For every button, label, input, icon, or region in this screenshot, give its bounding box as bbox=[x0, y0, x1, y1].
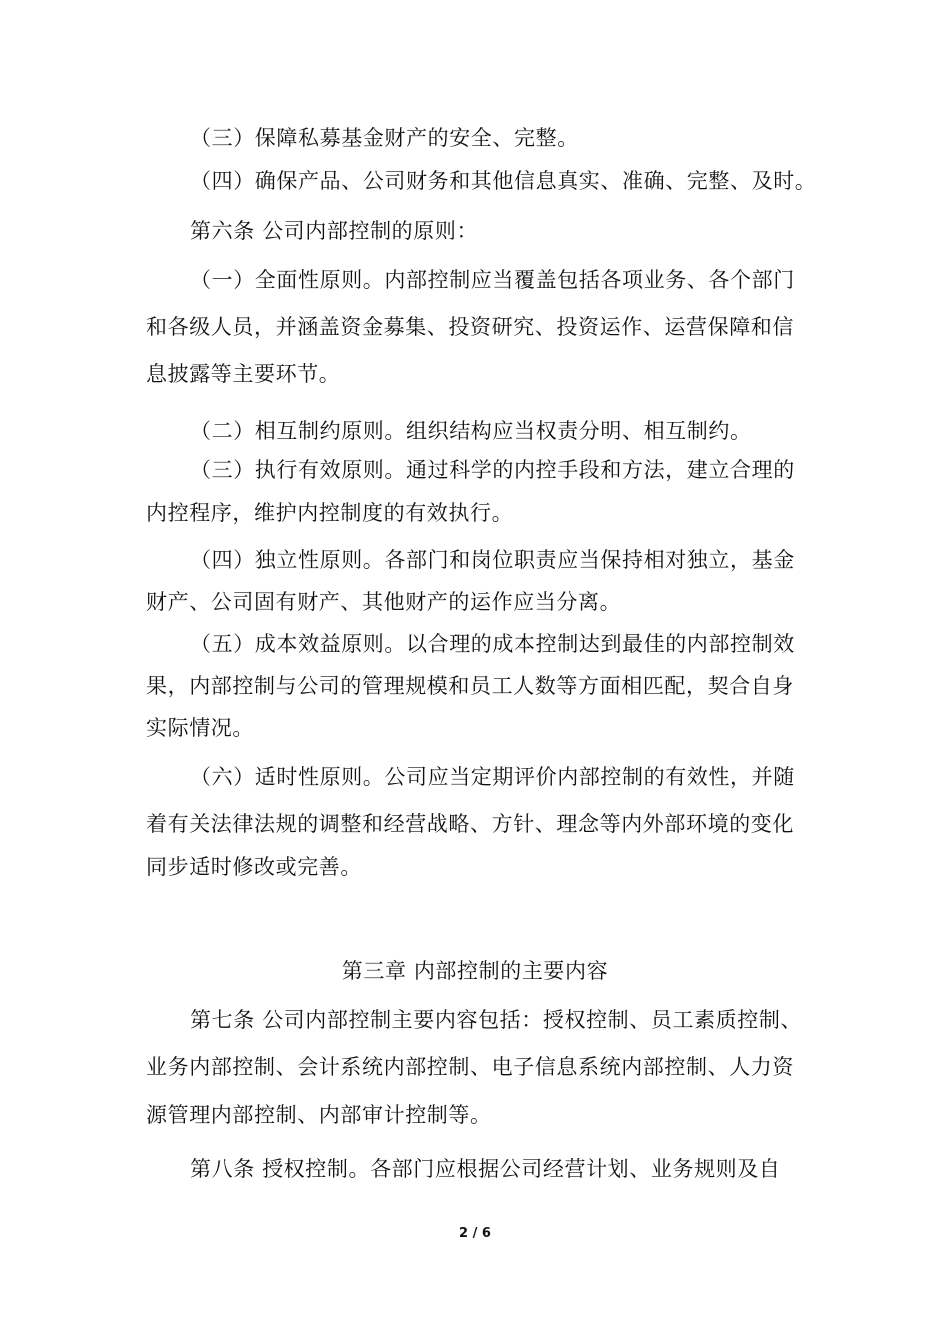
paragraph-line: 和各级人员，并涵盖资金募集、投资研究、投资运作、运营保障和信 bbox=[146, 315, 794, 339]
page-number: 2 / 6 bbox=[459, 1226, 491, 1241]
paragraph-line: 源管理内部控制、内部审计控制等。 bbox=[146, 1103, 492, 1127]
paragraph-line: （一）全面性原则。内部控制应当覆盖包括各项业务、各个部门 bbox=[190, 268, 795, 292]
paragraph-line: 财产、公司固有财产、其他财产的运作应当分离。 bbox=[146, 590, 622, 614]
article-title-line: 第七条 公司内部控制主要内容包括：授权控制、员工素质控制、 bbox=[190, 1008, 803, 1032]
article-title-line: 第八条 授权控制。各部门应根据公司经营计划、业务规则及自 bbox=[190, 1157, 781, 1181]
paragraph-line: 同步适时修改或完善。 bbox=[146, 855, 362, 879]
paragraph-line: 实际情况。 bbox=[146, 716, 254, 740]
paragraph-line: （五）成本效益原则。以合理的成本控制达到最佳的内部控制效 bbox=[190, 632, 795, 656]
paragraph-line: （三）保障私募基金财产的安全、完整。 bbox=[190, 126, 579, 150]
paragraph-line: 业务内部控制、会计系统内部控制、电子信息系统内部控制、人力资 bbox=[146, 1055, 794, 1079]
paragraph-line: （四）独立性原则。各部门和岗位职责应当保持相对独立，基金 bbox=[190, 548, 795, 572]
paragraph-line: 着有关法律法规的调整和经营战略、方针、理念等内外部环境的变化 bbox=[146, 812, 794, 836]
paragraph-line: （二）相互制约原则。组织结构应当权责分明、相互制约。 bbox=[190, 419, 752, 443]
paragraph-line: （六）适时性原则。公司应当定期评价内部控制的有效性，并随 bbox=[190, 765, 795, 789]
paragraph-line: （四）确保产品、公司财务和其他信息真实、准确、完整、及时。 bbox=[190, 169, 817, 193]
paragraph-line: 果，内部控制与公司的管理规模和员工人数等方面相匹配，契合自身 bbox=[146, 674, 794, 698]
article-title-line: 第六条 公司内部控制的原则： bbox=[190, 219, 479, 243]
paragraph-line: （三）执行有效原则。通过科学的内控手段和方法，建立合理的 bbox=[190, 458, 795, 482]
paragraph-line: 内控程序，维护内控制度的有效执行。 bbox=[146, 501, 514, 525]
chapter-heading: 第三章 内部控制的主要内容 bbox=[341, 959, 609, 983]
paragraph-line: 息披露等主要环节。 bbox=[146, 362, 341, 386]
